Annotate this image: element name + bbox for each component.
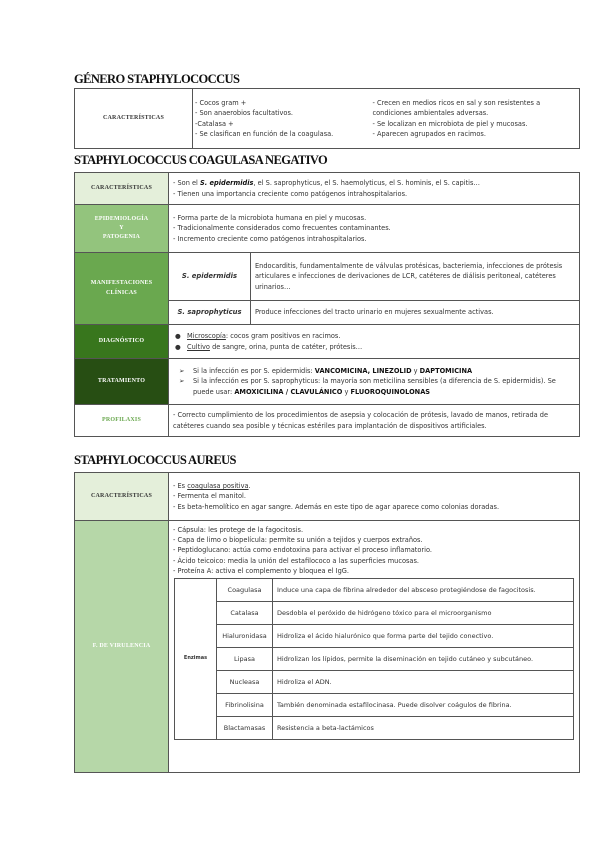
enzyme-desc: Desdobla el peróxido de hidrógeno tóxico para el microorganismo [273,602,574,625]
enzimas-label: Enzimas [175,579,217,740]
enzyme-name: Nucleasa [217,671,273,694]
negativo-table [74,172,580,437]
negativo-epi-label: EPIDEMIOLOGÍA Y PATOGENIA [75,205,169,253]
section-title-genero: GÉNERO STAPHYLOCOCCUS [74,72,240,86]
enzyme-name: Catalasa [217,602,273,625]
arrow-icon: ➢ [179,367,185,376]
negativo-car-line: - Tienen una importancia creciente como patógenos intrahospitalarios. [173,189,408,198]
negativo-car-label: CARACTERÍSTICAS [75,173,169,205]
genero-item: - Aparecen agrupados en racimos. [372,129,486,138]
vir-line: - Capa de limo o biopelícula: permite su unión a tejidos y cuerpos extraños. [173,536,423,545]
genero-col1 [193,89,369,149]
genero-item: - Se clasifican en función de la coagulasa. [195,129,334,138]
aureus-table [74,472,580,773]
enzyme-desc: Hidrolizan los lípidos, permite la diseminación en tejido cutáneo y subcutáneo. [273,648,574,671]
species-epidermidis-cell: S. epidermidis [169,253,251,301]
enzyme-name: Fibrinolisina [217,694,273,717]
genero-item: - Se localizan en microbiota de piel y mucosas. [372,119,528,128]
aureus-car-label: CARACTERÍSTICAS [75,473,169,521]
enzyme-desc: Hidroliza el ADN. [273,671,574,694]
negativo-epi-line: - Incremento creciente como patógenos intrahospitalarios. [173,234,367,243]
aureus-vir-label: F. DE VIRULENCIA [75,521,169,773]
enzyme-name: Coagulasa [217,579,273,602]
diag-item: ● Microscopía: cocos gram positivos en racimos. [175,332,341,341]
negativo-epi-line: - Tradicionalmente considerados como frecuentes contaminantes. [173,224,391,233]
vir-line: - Ácido teicoico: media la unión del estafilococo a las superficies mucosas. [173,556,419,565]
negativo-prof-text: - Correcto cumplimiento de los procedimientos de asepsia y colocación de prótesis, lavado de manos, retirada de catéteres cuando sea posible y técnicas estériles para implantación de dispositivos artificiales. [169,405,580,437]
negativo-epi-line: - Forma parte de la microbiota humana en piel y mucosas. [173,214,367,223]
trat-item: ➢ Si la infección es por S. epidermidis: VANCOMICINA, LINEZOLID y DAPTOMICINA [179,367,473,376]
negativo-trat-text [169,359,580,405]
species-epidermidis: S. epidermidis [199,179,254,188]
negativo-prof-label: PROFILAXIS [75,405,169,437]
negativo-car-text [169,173,580,205]
genero-item: -Catalasa + [195,119,234,128]
genero-col2 [369,89,580,149]
enzyme-desc: Induce una capa de fibrina alrededor del absceso protegiéndose de fagocitosis. [273,579,574,602]
genero-label: CARACTERÍSTICAS [75,89,193,149]
negativo-epi-text [169,205,580,253]
species-saprophyticus-cell: S. saprophyticus [169,301,251,325]
species-saprophyticus-desc: Produce infecciones del tracto urinario en mujeres sexualmente activas. [251,301,580,325]
species-epidermidis-desc: Endocarditis, fundamentalmente de válvulas protésicas, bacteriemia, infecciones de prótesis articulares e infecciones de derivaciones de LCR, catéteres de diálisis peritoneal, catéteres urinarios… [251,253,580,301]
enzyme-name: Hialuronidasa [217,625,273,648]
genero-table [74,88,580,149]
aureus-car-text [169,473,580,521]
negativo-car-line: - Son el S. epidermidis, el S. saprophyticus, el S. haemolyticus, el S. hominis, el S. capitis… [173,179,481,188]
enzyme-desc: Resistencia a beta-lactámicos [273,717,574,740]
vir-line: - Cápsula: les protege de la fagocitosis. [173,526,304,534]
enzyme-desc: También denominada estafilocinasa. Puede disolver coágulos de fibrina. [273,694,574,717]
aureus-car-line: - Es beta-hemolítico en agar sangre. Además en este tipo de agar aparece como colonias doradas. [173,502,500,511]
vir-line: - Peptidoglucano: actúa como endotoxina para activar el proceso inflamatorio. [173,546,432,555]
aureus-car-line: - Es coagulasa positiva. [173,482,251,491]
negativo-trat-label: TRATAMIENTO [75,359,169,405]
genero-item: - Crecen en medios ricos en sal y son resistentes a condiciones ambientales adversas. [372,99,541,118]
section-title-negativo: STAPHYLOCOCCUS COAGULASA NEGATIVO [74,153,328,167]
diag-item: ● Cultivo de sangre, orina, punta de catéter, prótesis… [175,342,363,351]
genero-item: - Son anaerobios facultativos. [195,109,293,118]
enzyme-name: Blactamasas [217,717,273,740]
negativo-diag-label: DIAGNÓSTICO [75,325,169,359]
trat-item: ➢ Si la infección es por S. saprophyticus: la mayoría son meticilina sensibles (a diferencia de S. epidermidis). Se puede usar: AMOXICILINA / CLAVULÁNICO y FLUOROQUINOLONAS [179,377,556,396]
aureus-car-line: - Fermenta el manitol. [173,492,246,501]
aureus-vir-content [169,521,580,773]
negativo-man-label: MANIFESTACIONES CLÍNICAS [75,253,169,325]
negativo-diag-text [169,325,580,359]
enzimas-table [174,578,574,740]
vir-line: - Proteína A: activa el complemento y bloquea el IgG. [173,566,350,575]
enzyme-desc: Hidroliza el ácido hialurónico que forma parte del tejido conectivo. [273,625,574,648]
arrow-icon: ➢ [179,377,185,386]
enzyme-name: Lipasa [217,648,273,671]
genero-item: - Cocos gram + [195,99,247,108]
section-title-aureus: STAPHYLOCOCCUS AUREUS [74,453,236,467]
